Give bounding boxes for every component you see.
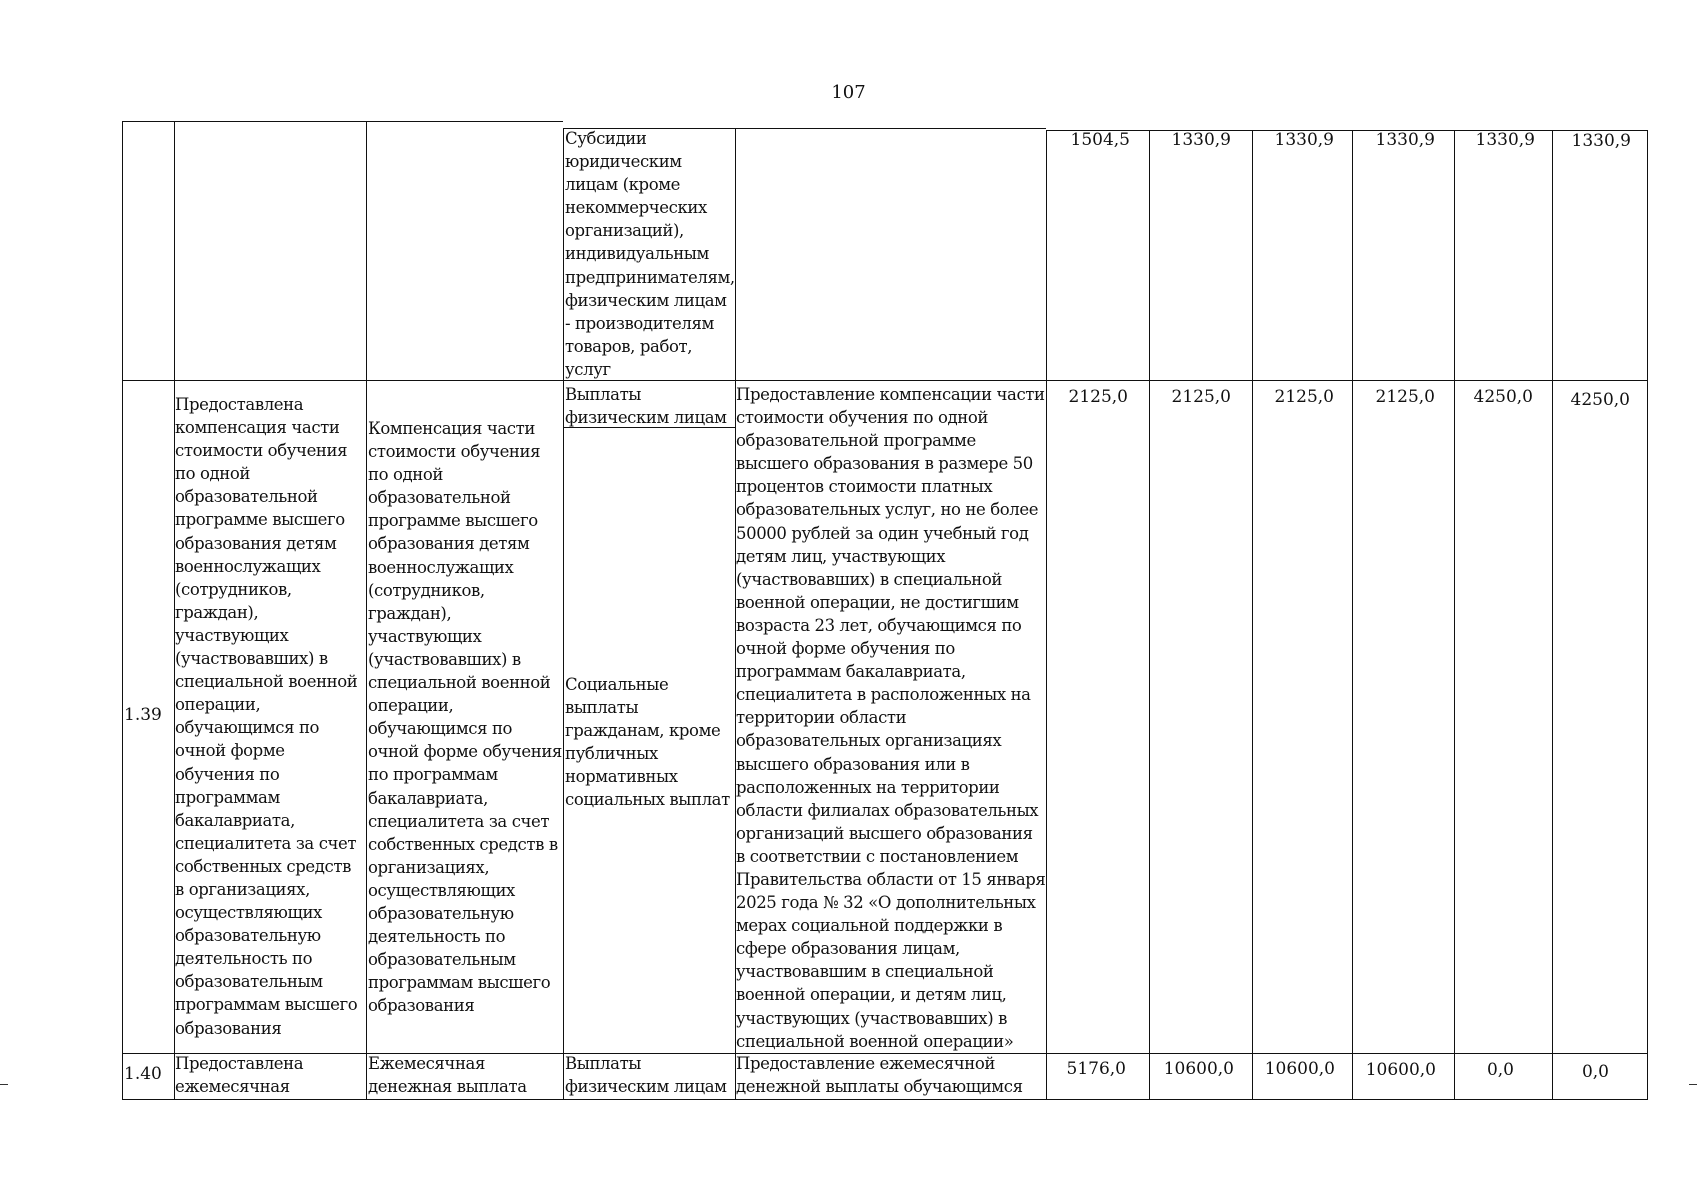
value-cell: 1330,9 [1274, 130, 1334, 150]
page-number: 107 [831, 82, 866, 103]
value-cell: 1330,9 [1171, 130, 1231, 150]
measure-cell: Компенсация части стоимости обучения по одной образовательной программе высшего образования детям военнослужащих (сотрудников, граждан), участвующих (участвовавших) в специальной военной операции, обучающимся по очной форме обучения по программам бакалавриата, специалитета за счет собственных средств в организациях, осуществляющих образовательную деятельность по образовательным программам высшего образования [368, 419, 562, 1016]
value-cell: 0,0 [1486, 1060, 1514, 1080]
value-cell: 2125,0 [1375, 387, 1435, 407]
value-cell: 10600,0 [1365, 1060, 1436, 1080]
row-number: 1.40 [124, 1064, 162, 1084]
description-cell: Предоставление компенсации части стоимости обучения по одной образовательной программе высшего образования в размере 50 процентов стоимости платных образовательных услуг, но не более 50000 рублей за один учебный год детям лиц, участвующих (участвовавших) в специальной военной операции, не достигшим возраста 23 лет, обучающимся по очной форме обучения по программам бакалавриата, специалитета в расположенных на территории области образовательных организациях высшего образования или в расположенных на территории области филиалах образовательных организаций высшего образования в соответствии с постановлением Правительства области от 15 января 2025 года № 32 «О дополнительных мерах социальной поддержки в сфере образования лицам, участвовавшим в специальной военной операции, и детям лиц, участвующих (участвовавших) в специальной военной операции» [736, 385, 1046, 1051]
expense-type-cell: Выплаты физическим лицам [565, 1054, 727, 1097]
value-cell: 1330,9 [1475, 130, 1535, 150]
expense-type-cell: Субсидии юридическим лицам (кроме некоммерческих организаций), индивидуальным предпринимателям, физическим лицам - производителям товаров, работ, услуг [565, 129, 735, 379]
expense-type-cell: Социальные выплаты гражданам, кроме публичных нормативных социальных выплат [565, 675, 730, 810]
result-cell: Предоставлена ежемесячная [175, 1054, 304, 1097]
value-cell: 5176,0 [1066, 1059, 1126, 1079]
value-cell: 10600,0 [1163, 1059, 1234, 1079]
value-cell: 0,0 [1581, 1062, 1609, 1082]
description-cell: Предоставление ежемесячной денежной выплаты обучающимся [736, 1054, 1023, 1097]
value-cell: 2125,0 [1274, 387, 1334, 407]
right-edge-mark [1689, 1084, 1697, 1085]
value-cell: 2125,0 [1068, 387, 1128, 407]
value-cell: 2125,0 [1171, 387, 1231, 407]
value-cell: 4250,0 [1473, 387, 1533, 407]
result-cell: Предоставлена компенсация части стоимости обучения по одной образовательной программе высшего образования детям военнослужащих (сотрудников, граждан), участвующих (участвовавших) в специальной военной операции, обучающимся по очной форме обучения по программам бакалавриата, специалитета за счет собственных средств в организациях, осуществляющих образовательную деятельность по образовательным программам высшего образования [175, 395, 358, 1038]
row-number: 1.39 [124, 705, 162, 725]
value-cell: 1330,9 [1571, 131, 1631, 151]
value-cell: 1504,5 [1070, 130, 1130, 150]
value-cell: 10600,0 [1264, 1059, 1335, 1079]
value-cell: 1330,9 [1375, 130, 1435, 150]
measure-cell: Ежемесячная денежная выплата [368, 1054, 527, 1097]
value-cell: 4250,0 [1570, 390, 1630, 410]
expense-type-cell: Выплаты физическим лицам [565, 385, 727, 428]
left-edge-mark [0, 1084, 8, 1085]
